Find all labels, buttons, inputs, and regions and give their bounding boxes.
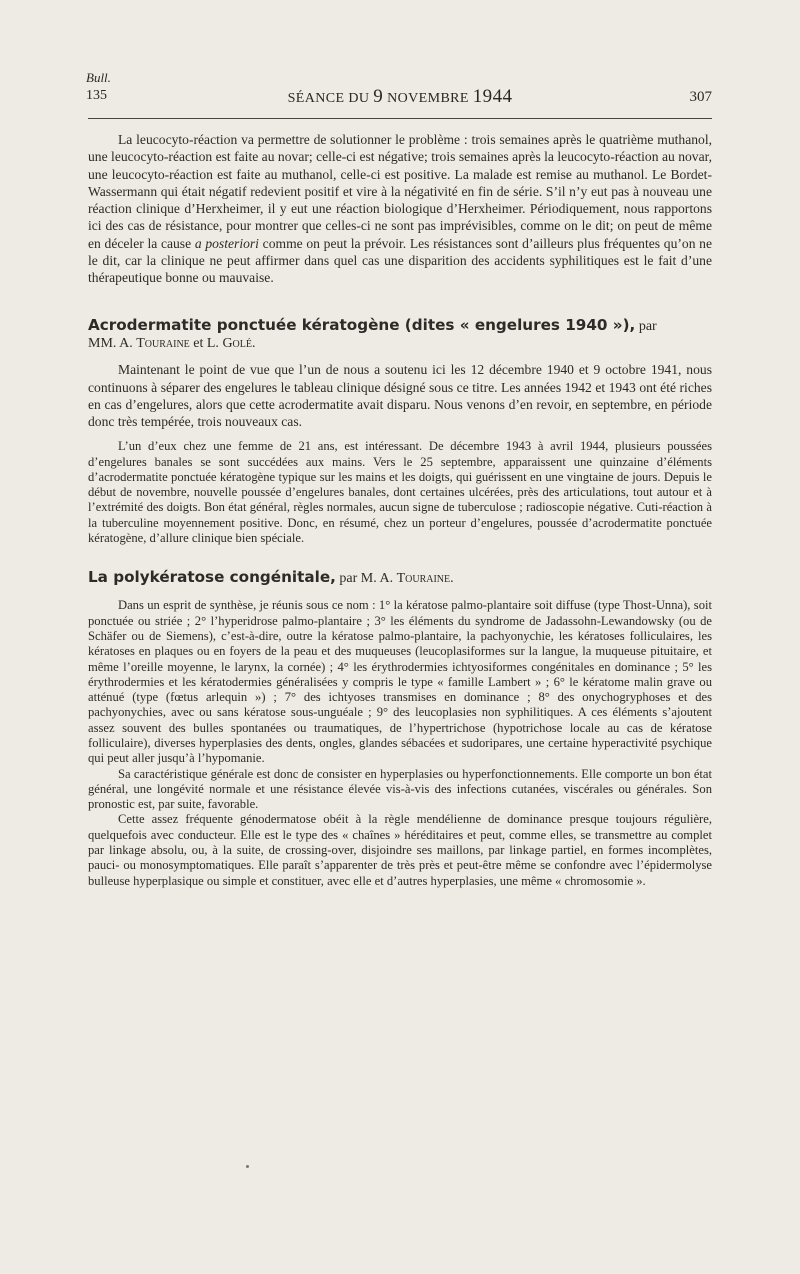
section-1-author-2: Golé [222, 336, 252, 352]
header-rule [88, 118, 712, 119]
section-1-heading [88, 317, 712, 352]
section-1-authors-end: . [252, 336, 256, 352]
header-title-year: 1944 [472, 86, 513, 107]
section-2-par: par M. A. [339, 571, 394, 587]
ink-speck [246, 1165, 249, 1168]
section-2-author-end: . [450, 571, 454, 587]
section-1-paragraph-2: L’un d’eux chez une femme de 21 ans, est intéressant. De décembre 1943 à avril 1944, plusieurs poussées d’engelures banales se sont succédées aux mains. Vers le 25 septembre, apparaissent une quinzaine d’éléments d’acrodermatite ponctuée kératogène typique sur les mains et les doigts, qui guérissent en une vingtaine de jours. Depuis le début de novembre, nouvelle poussée d’engelures banales, dont certaines ulcérées, près des articulations, tout autour et à l’extrémité des doigts. Bon état général, règles normales, aucun signe de tuberculose ; radioscopie négative. Cuti-réaction à la tuberculine moyennement positive. Donc, en résumé, chez un porteur d’engelures, poussée d’acrodermatite ponctuée kératogène, d’allure clinique bien spéciale. [88, 439, 712, 546]
section-2-author: Touraine [396, 571, 451, 587]
intro-italic: a posteriori [194, 235, 259, 251]
section-2-title: La polykératose congénitale, [88, 568, 336, 587]
section-1-authors-mid: et L. [193, 336, 219, 352]
intro-paragraph [88, 131, 712, 286]
section-1-title: Acrodermatite ponctuée kératogène (dites « engelures 1940 »), [88, 316, 636, 335]
page-number: 307 [689, 89, 712, 105]
intro-text-start: La leucocyto-réaction va permettre de solutionner le problème : trois semaines après le quatrième muthanol, une leucocyto-réaction est faite au novar; celle-ci est négative; trois semaines après la leucocyto-réaction au novar, une leucocyto-réaction est faite au muthanol, celle-ci est positive. La malade est remise au muthanol. Le Bordet-Wassermann qui était négatif redevient positif et vire à la négativité en fin de série. S’il n’y eut pas à nouveau une réaction clinique d’Herxheimer, il y eut une réaction biologique d’Herxheimer. Périodiquement, nous rapportons ici des cas de résistance, pour montrer que celles-ci ne sont pas imprévisibles, comme on le dit; on peut de même en déceler la cause [88, 132, 712, 251]
article-body [88, 131, 712, 889]
header-title-day: 9 [373, 86, 384, 107]
running-header-title [0, 86, 800, 108]
header-title-prefix: SÉANCE DU [287, 91, 370, 106]
section-1-paragraph-1: Maintenant le point de vue que l’un de nous a soutenu ici les 12 décembre 1940 et 9 octobre 1941, nous continuons à séparer des engelures le tableau clinique désigné sous ce titre. Les années 1942 et 1943 ont été riches en cas d’engelures, alors que cette acrodermatite avait disparu. Nous venons d’en revoir, en septembre, en période donc très tempérée, trois nouveaux cas. [88, 362, 712, 429]
section-2-paragraph-2: Sa caractéristique générale est donc de consister en hyperplasies ou hyperfonctionnements. Elle comporte un bon état général, une longévité normale et une résistance élevée vis-à-vis des infections cutanées, viscérales ou générales. Son pronostic est, par suite, favorable. [88, 766, 712, 812]
header-title-month: NOVEMBRE [387, 91, 469, 106]
section-1-authors-prefix: MM. A. [88, 336, 133, 352]
section-1-author-1: Touraine [136, 336, 190, 352]
section-2-paragraph-3: Cette assez fréquente génodermatose obéit à la règle mendélienne de dominance presque toujours régulière, quelquefois avec conducteur. Elle est le type des « chaînes » héréditaires et peut, comme elles, se transmettre au complet par linkage absolu, ou, à la suite, de crossing-over, disjoindre ses maillons, par linkage partiel, en formes incomplètes, pauci- ou monosymptomatiques. Elle paraît s’apparenter de très près et peut-être même se confondre avec l’épidermolyse bulleuse hyperplasique ou simple et constituer, avec elle et d’autres hyperplasies, une même « chromosomie ». [88, 812, 712, 888]
running-header-volume: 135 [86, 88, 107, 103]
section-1-par: par [638, 319, 657, 335]
running-header-journal: Bull. [86, 70, 111, 85]
section-2-paragraph-1: Dans un esprit de synthèse, je réunis sous ce nom : 1° la kératose palmo-plantaire soit diffuse (type Thost-Unna), soit ponctuée ou striée ; 2° l’hyperidrose palmo-plantaire ; 3° les éléments du syndrome de Jadassohn-Lewandowsky (ou de Schäfer ou de Siemens), c’est-à-dire, outre la kératose palmo-plantaire, la pachyonychie, les kératoses folliculaires, les kératoses en plaques ou en foyers de la peau et des muqueuses (leucoplasiformes sur la langue, la muqueuse pituitaire, et même l’oreille moyenne, le larynx, la cornée) ; 4° les érythrodermies ichtyosiformes congénitales en dominance ; 5° les érythrodermies et les kératodermies généralisées y compris le type « famille Lambert » ; 6° le kératome malin grave ou atténué (type (fœtus arlequin ») ; 7° des ichtyoses transmises en dominance ; 8° des onychogryphoses et des pachyonychies, avec ou sans kératose sous-unguéale ; 9° des leucoplasies non syphilitiques. A ces éléments s’ajoutent assez souvent des bulles spontanées ou traumatiques, de l’hypertrichose (hypotrichose locale au cas de kératose folliculaire), diverses hyperplasies des dents, ongles, glandes sébacées et sudoripares, une certaine hyperactivité psychique qui peut aller jusqu’à l’hypomanie. [88, 598, 712, 766]
section-2-heading [88, 569, 712, 587]
intro-text-end: comme on peut la prévoir. Les résistances sont d’ailleurs plus fréquentes qu’on ne le dit, car la clinique ne peut affirmer dans quel cas une disparition des accidents syphilitiques est le fait d’une thérapeutique bonne ou mauvaise. [88, 235, 713, 285]
